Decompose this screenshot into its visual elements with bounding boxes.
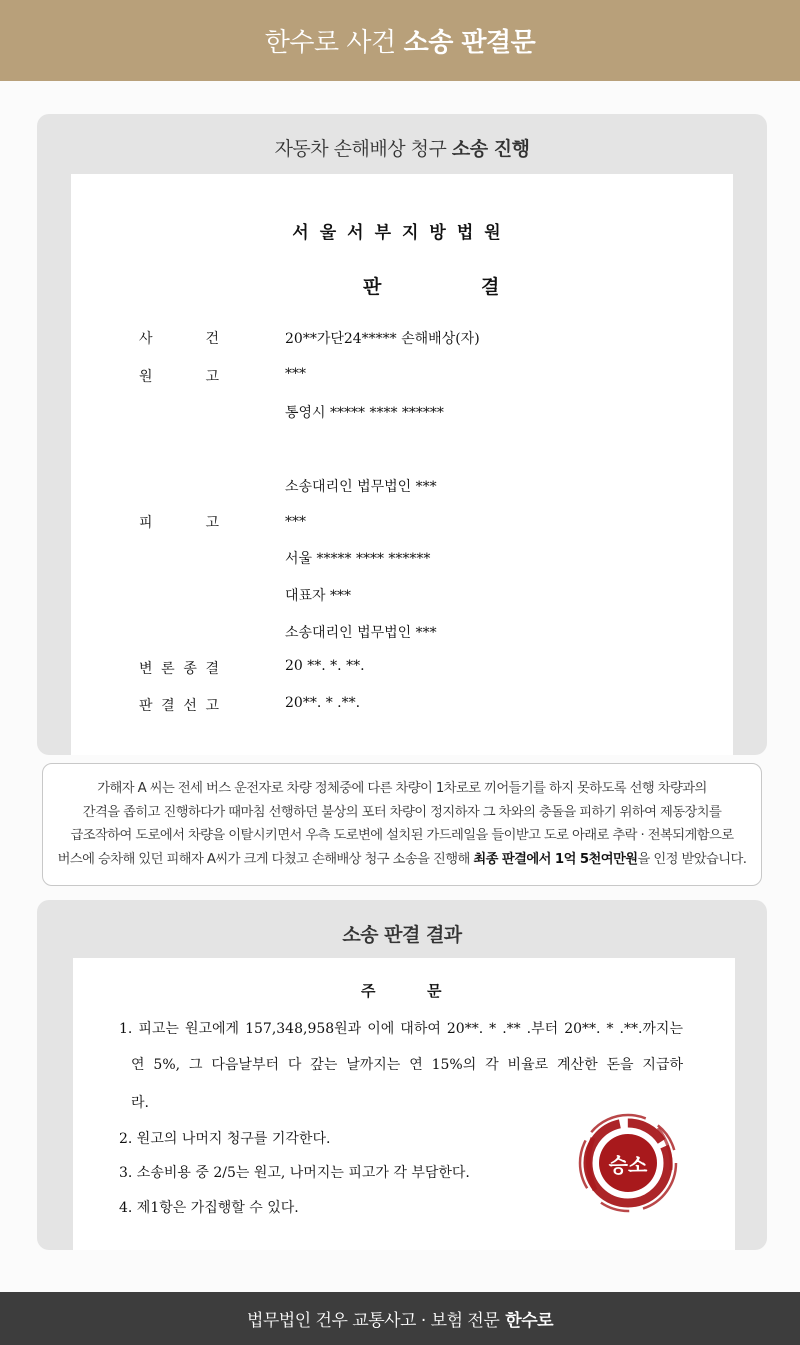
summary-line-text: 버스에 승차해 있던 피해자 A씨가 크게 다쳤고 손해배상 청구 소송을 진행해 <box>57 851 474 867</box>
footer-text-light: 법무법인 건우 교통사고 · 보험 전문 <box>246 1311 500 1331</box>
lawsuit-progress-panel <box>37 114 767 755</box>
defendant-representative: 대표자 *** <box>285 588 352 604</box>
order-item-3: 3. 소송비용 중 2/5는 원고, 나머지는 피고가 각 부담한다. <box>119 1165 470 1181</box>
label-plaintiff-char: 고 <box>205 369 219 385</box>
order-item-4: 4. 제1항은 가집행할 수 있다. <box>119 1200 299 1216</box>
label-defendant-char: 고 <box>205 515 219 531</box>
sentence-date: 20**. * .**. <box>285 695 361 711</box>
plaintiff-attorney: 소송대리인 법무법인 *** <box>285 479 437 495</box>
summary-line-text: 을 인정 받았습니다. <box>637 851 747 867</box>
label-closing-char: 결 <box>205 661 219 677</box>
label-closing <box>139 658 219 678</box>
summary-line: 가해자 A 씨는 전세 버스 운전자로 차량 정체중에 다른 차량이 1차로로 끼어들기를 하지 못하도록 선행 차량과의 <box>97 781 707 796</box>
footer-text-bold: 한수로 <box>505 1311 554 1331</box>
seal-text: 승소 <box>608 1152 648 1177</box>
defendant-address: 서울 ***** **** ****** <box>285 551 431 567</box>
page-footer <box>0 1292 800 1345</box>
verdict-heading-char-2: 결 <box>481 276 500 298</box>
lawsuit-progress-title-light: 자동차 손해배상 청구 <box>274 138 447 160</box>
label-plaintiff <box>139 366 219 386</box>
judgment-result-title-text: 소송 판결 결과 <box>342 924 462 946</box>
summary-line <box>43 848 761 872</box>
label-closing-char: 론 <box>161 661 175 677</box>
label-case <box>139 328 219 348</box>
header-title-light: 한수로 사건 <box>264 28 396 58</box>
court-name: 서울서부지방법원 <box>292 223 512 243</box>
summary-line: 간격을 좁히고 진행하다가 때마침 선행하던 불상의 포터 차량이 정지하자 그 차와의 충돌을 피하기 위하여 제동장치를 <box>82 804 722 820</box>
plaintiff-address: 통영시 ***** **** ****** <box>285 405 444 421</box>
summary-highlight: 최종 판결에서 1억 5천여만원 <box>473 851 638 867</box>
page-header <box>0 0 800 81</box>
order-heading-char-1: 주 <box>361 982 376 1000</box>
order-item-1-line-3: 라. <box>131 1095 149 1111</box>
label-defendant <box>139 512 219 532</box>
verdict-heading-char-1: 판 <box>363 276 382 298</box>
closing-date: 20 **. *. **. <box>285 658 365 674</box>
label-plaintiff-char: 원 <box>139 369 153 385</box>
lawsuit-progress-title-bold: 소송 진행 <box>451 138 530 160</box>
order-item-1-line-1: 1. 피고는 원고에게 157,348,958원과 이에 대하여 20**. * .** .부터 20**. * .**.까지는 <box>119 1021 683 1037</box>
order-item-1-line-2: 연 5%, 그 다음날부터 다 갚는 날까지는 연 15%의 각 비율로 계산한 돈을 지급하 <box>131 1057 683 1073</box>
judgment-result-title <box>37 920 767 947</box>
order-heading-char-2: 문 <box>427 982 442 1000</box>
case-number: 20**가단24***** 손해배상(자) <box>285 331 480 347</box>
header-title-bold: 소송 판결문 <box>403 28 536 58</box>
label-sentence-char: 선 <box>183 698 197 714</box>
judgment-result-panel <box>37 900 767 1250</box>
judgment-order-document <box>73 958 735 1250</box>
label-sentence <box>139 695 219 715</box>
label-closing-char: 종 <box>183 661 197 677</box>
defendant-name: *** <box>285 514 306 530</box>
label-sentence-char: 고 <box>205 698 219 714</box>
lawsuit-progress-title <box>37 134 767 161</box>
label-case-char: 건 <box>205 331 219 347</box>
label-closing-char: 변 <box>139 661 153 677</box>
defendant-attorney: 소송대리인 법무법인 *** <box>285 625 437 641</box>
label-case-char: 사 <box>139 331 153 347</box>
summary-line: 급조작하여 도로에서 차량을 이탈시키면서 우측 도로변에 설치된 가드레일을 들이받고 도로 아래로 추락 · 전복되게함으로 <box>70 828 734 843</box>
case-summary <box>42 763 762 886</box>
win-seal-stamp <box>573 1108 683 1218</box>
order-item-2: 2. 원고의 나머지 청구를 기각한다. <box>119 1131 331 1147</box>
label-defendant-char: 피 <box>139 515 153 531</box>
label-sentence-char: 결 <box>161 698 175 714</box>
label-sentence-char: 판 <box>139 698 153 714</box>
plaintiff-name: *** <box>285 366 306 382</box>
judgment-document <box>71 174 733 755</box>
